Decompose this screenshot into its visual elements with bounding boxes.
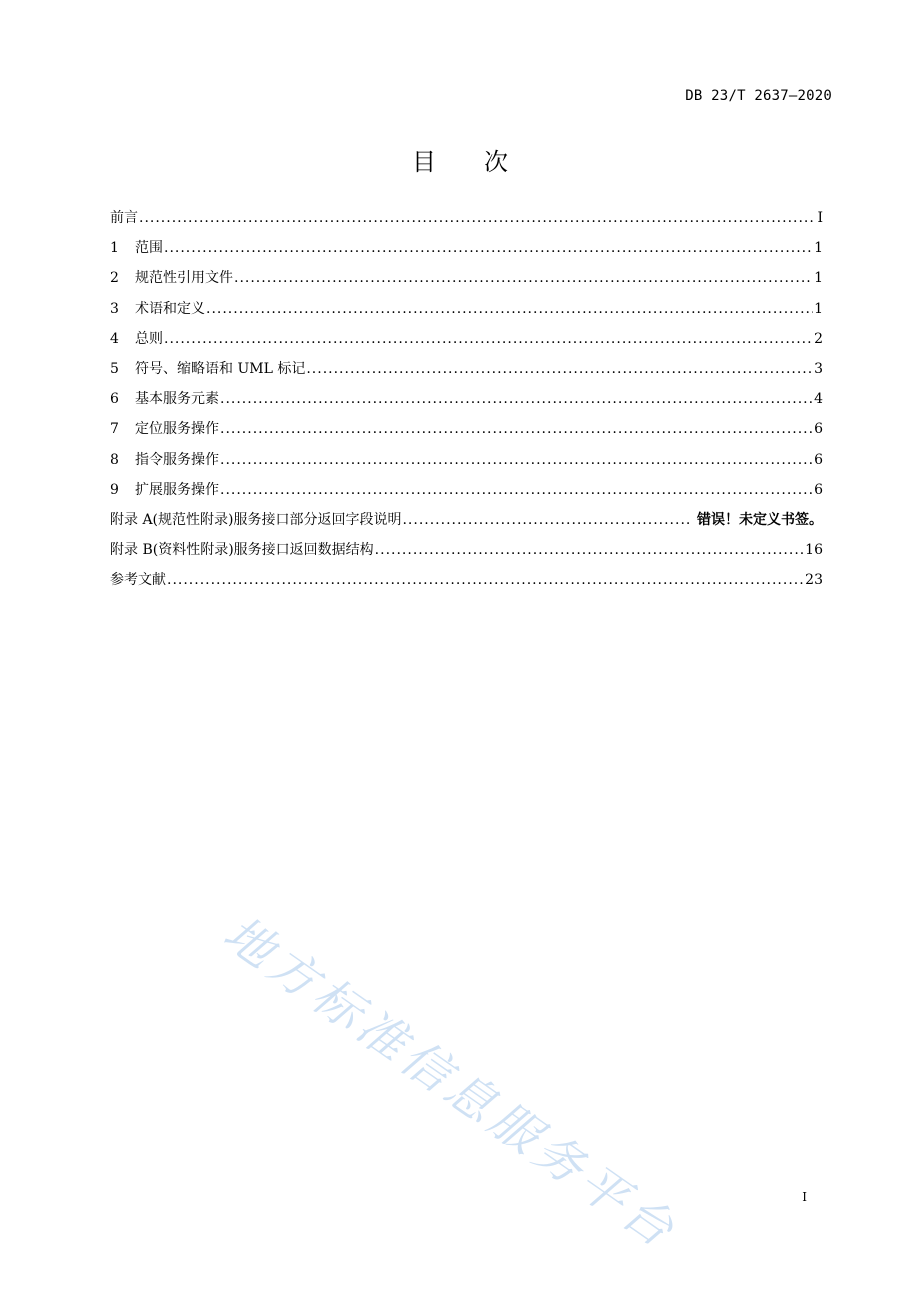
- toc-title-char-2: 次: [484, 148, 508, 176]
- toc-entry-label: 基本服务元素: [135, 391, 219, 408]
- toc-leader-dots: [139, 203, 816, 233]
- toc-leader-dots: [167, 565, 804, 595]
- toc-leader-dots: [206, 294, 813, 324]
- toc-title-char-1: 目: [412, 148, 436, 176]
- toc-entry-page: I: [817, 210, 823, 226]
- toc-entry-page: 6: [814, 481, 823, 498]
- toc-entry-appendix-b[interactable]: [110, 535, 823, 565]
- toc-entry-page: 1: [814, 270, 823, 287]
- toc-entry-appendix-a[interactable]: [110, 505, 823, 535]
- toc-leader-dots: [234, 263, 813, 293]
- toc-leader-dots: [220, 384, 813, 414]
- toc-leader-dots: [306, 354, 813, 384]
- toc-title: [0, 142, 920, 177]
- toc-entry-page: 16: [805, 542, 823, 559]
- toc-leader-dots: [402, 505, 692, 535]
- toc-leader-dots: [220, 475, 813, 505]
- toc-entry-label: 定位服务操作: [135, 421, 219, 438]
- toc-entry-label: 总则: [135, 330, 163, 347]
- toc-entry-bibliography[interactable]: [110, 565, 823, 595]
- toc-entry-number: 8: [110, 451, 119, 468]
- document-code: DB 23/T 2637—2020: [685, 88, 832, 104]
- toc-entry-page: 6: [814, 421, 823, 438]
- toc-entry-label: 参考文献: [110, 572, 166, 589]
- toc-entry-page: 2: [814, 330, 823, 347]
- toc-entry-label: 附录 A(规范性附录)服务接口部分返回字段说明: [110, 511, 402, 528]
- toc-entry-number: 1: [110, 240, 119, 257]
- toc-entry-page: 1: [814, 300, 823, 317]
- toc-entry-page: 23: [805, 572, 823, 589]
- toc-entry-scope[interactable]: [110, 233, 823, 263]
- toc-entry-number: 3: [110, 300, 119, 317]
- toc-entry-symbols-abbreviations[interactable]: [110, 354, 823, 384]
- toc-entry-normative-references[interactable]: [110, 263, 823, 293]
- toc-entry-label: 附录 B(资料性附录)服务接口返回数据结构: [110, 542, 374, 559]
- toc-entry-basic-service-elements[interactable]: [110, 384, 823, 414]
- page-number: I: [802, 1190, 807, 1204]
- toc-entry-page-error: 错误！未定义书签。: [697, 511, 823, 528]
- toc-entry-page: 3: [814, 360, 823, 377]
- toc-leader-dots: [220, 414, 813, 444]
- toc-entry-number: 9: [110, 481, 119, 498]
- toc-entry-number: 5: [110, 360, 119, 377]
- toc-entry-label: 符号、缩略语和 UML 标记: [135, 360, 306, 377]
- toc-entry-number: 2: [110, 270, 119, 287]
- toc-entry-command-service[interactable]: [110, 445, 823, 475]
- toc-entry-terms-definitions[interactable]: [110, 294, 823, 324]
- toc-entry-extension-service[interactable]: [110, 475, 823, 505]
- toc-entry-label: 前言: [110, 210, 138, 226]
- toc-entry-label: 扩展服务操作: [135, 481, 219, 498]
- toc-entry-number: 6: [110, 391, 119, 408]
- toc-list: [110, 203, 823, 595]
- toc-entry-number: 4: [110, 330, 119, 347]
- toc-entry-page: 6: [814, 451, 823, 468]
- toc-entry-number: 7: [110, 421, 119, 438]
- toc-entry-label: 范围: [135, 240, 163, 257]
- toc-entry-general[interactable]: [110, 324, 823, 354]
- toc-entry-positioning-service[interactable]: [110, 414, 823, 444]
- toc-entry-label: 指令服务操作: [135, 451, 219, 468]
- toc-entry-preface[interactable]: [110, 203, 823, 233]
- toc-entry-page: 1: [814, 240, 823, 257]
- toc-leader-dots: [375, 535, 805, 565]
- toc-entry-page: 4: [814, 391, 823, 408]
- toc-leader-dots: [164, 233, 813, 263]
- toc-leader-dots: [164, 324, 813, 354]
- toc-leader-dots: [220, 445, 813, 475]
- toc-entry-label: 规范性引用文件: [135, 270, 233, 287]
- watermark: 地方标准信息服务平台: [213, 905, 688, 1261]
- toc-entry-label: 术语和定义: [135, 300, 205, 317]
